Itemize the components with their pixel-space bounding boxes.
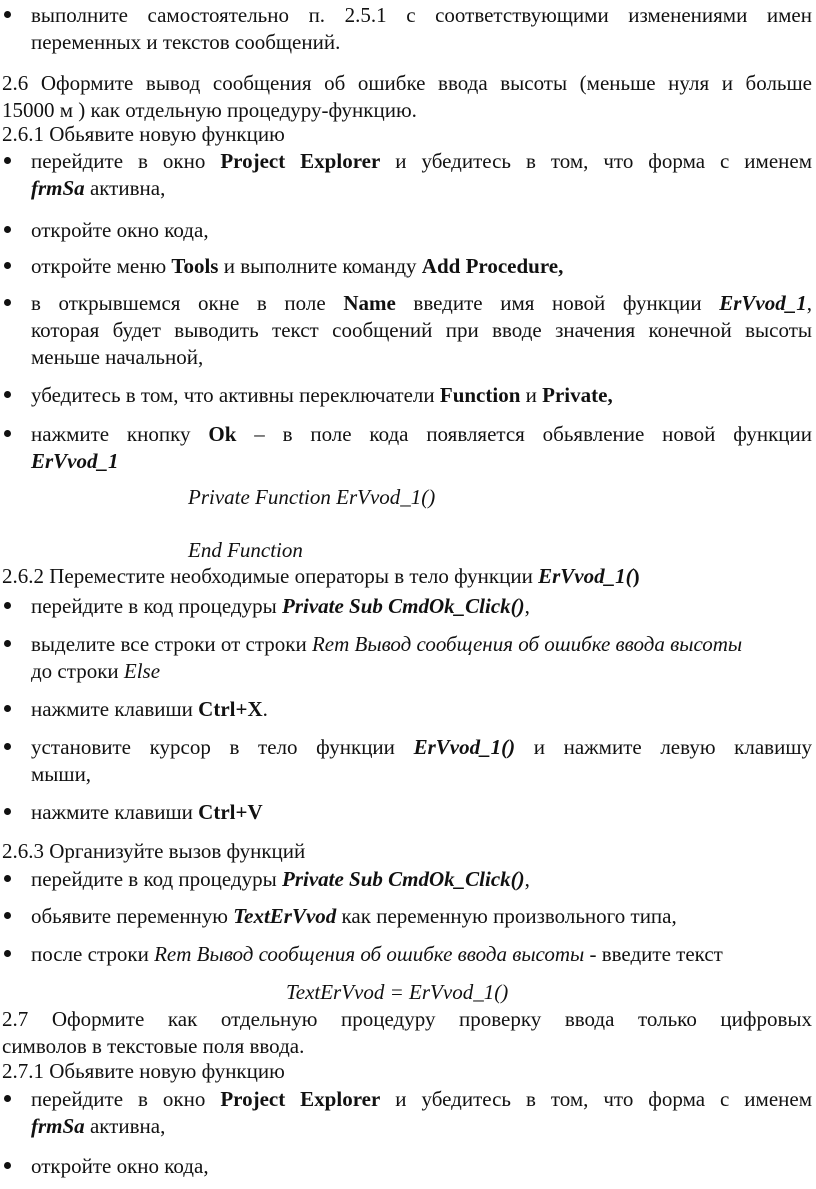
bullet-icon [4, 602, 11, 609]
list-item: установите курсор в тело функции ErVvod_1() и нажмите левую клавишу мыши, [0, 734, 812, 788]
list-item: убедитесь в том, что активны переключатели Function и Private, [0, 382, 812, 409]
list-item: выполните самостоятельно п. 2.5.1 с соответствующими изменениями имен переменных и текстов сообщений. [0, 2, 812, 56]
bullet-icon [4, 743, 11, 750]
bullet-icon [4, 808, 11, 815]
bullet-icon [4, 299, 11, 306]
list-item: в открывшемся окне в поле Name введите имя новой функции ErVvod_1, которая будет выводить текст сообщений при вводе значения конечной высоты меньше начальной, [0, 290, 812, 371]
list-item: откройте меню Tools и выполните команду Add Procedure, [0, 253, 812, 280]
list-item: перейдите в окно Project Explorer и убедитесь в том, что форма с именем frmSa активна, [0, 1086, 812, 1140]
bullet-icon [4, 430, 11, 437]
bullet-icon [4, 226, 11, 233]
list-item: нажмите клавиши Ctrl+X. [0, 696, 812, 723]
list-item: откройте окно кода, [0, 1153, 812, 1180]
heading-2-6-3: 2.6.3 Организуйте вызов функций [2, 839, 306, 863]
bullet-icon [4, 1162, 11, 1169]
heading-2-7-1: 2.7.1 Обьявите новую функцию [2, 1059, 285, 1083]
list-item: после строки Rem Вывод сообщения об ошибке ввода высоты - введите текст [0, 941, 812, 968]
code-line: TextErVvod = ErVvod_1() [286, 980, 509, 1004]
bullet-icon [4, 950, 11, 957]
bullet-icon [4, 157, 11, 164]
list-item: нажмите клавиши Ctrl+V [0, 799, 812, 826]
bullet-icon [4, 640, 11, 647]
bullet-icon [4, 391, 11, 398]
list-item: выделите все строки от строки Rem Вывод сообщения об ошибке ввода высоты до строки Else [0, 631, 812, 685]
bullet-icon [4, 1095, 11, 1102]
paragraph-2-6: 2.6 Оформите вывод сообщения об ошибке ввода высоты (меньше нуля и больше 15000 м ) как отдельную процедуру-функцию. [2, 71, 812, 122]
paragraph-2-7: 2.7 Оформите как отдельную процедуру проверку ввода только цифровых символов в текстовые поля ввода. [2, 1007, 812, 1058]
code-line: End Function [188, 538, 303, 562]
bullet-icon [4, 875, 11, 882]
list-item: откройте окно кода, [0, 217, 812, 244]
list-item: перейдите в окно Project Explorer и убедитесь в том, что форма с именем frmSa активна, [0, 148, 812, 202]
bullet-icon [4, 11, 11, 18]
list-item: перейдите в код процедуры Private Sub CmdOk_Click(), [0, 593, 812, 620]
bullet-icon [4, 262, 11, 269]
heading-2-6-2: 2.6.2 Переместите необходимые операторы в тело функции ErVvod_1() [2, 564, 640, 588]
code-line: Private Function ErVvod_1() [188, 485, 436, 509]
list-item: обьявите переменную TextErVvod как переменную произвольного типа, [0, 903, 812, 930]
bullet-icon [4, 705, 11, 712]
list-item: перейдите в код процедуры Private Sub CmdOk_Click(), [0, 866, 812, 893]
heading-2-6-1: 2.6.1 Обьявите новую функцию [2, 122, 285, 146]
bullet-icon [4, 912, 11, 919]
list-item: нажмите кнопку Ok – в поле кода появляется обьявление новой функции ErVvod_1 [0, 421, 812, 475]
